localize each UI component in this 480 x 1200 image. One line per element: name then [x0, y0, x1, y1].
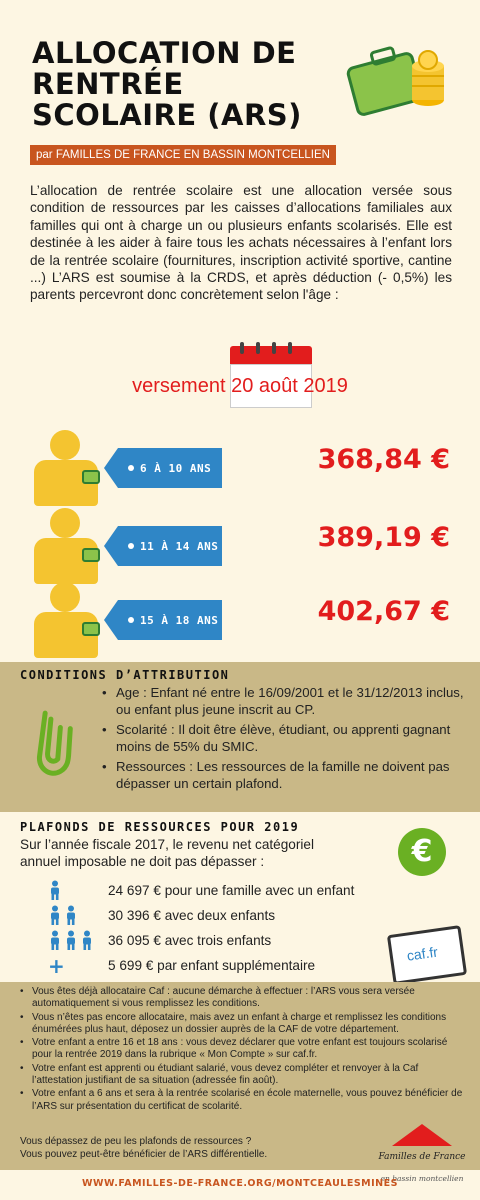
briefcase-coins-icon — [346, 38, 450, 118]
age-range-badge: 11 À 14 ANS — [118, 526, 222, 566]
conditions-section — [0, 662, 480, 812]
paperclip-icon — [22, 700, 82, 790]
person-figure — [48, 930, 62, 950]
person-figure — [48, 880, 62, 900]
plafond-row — [0, 905, 480, 929]
note-item: • Vous êtes déjà allocataire Caf : aucune démarche à effectuer : l’ARS vous sera versée automatiquement si vous remplissez les conditions. — [20, 986, 464, 1011]
age-row — [0, 582, 480, 662]
condition-item: • Age : Enfant né entre le 16/09/2001 et le 31/12/2013 inclus, ou enfant plus jeune inscrit au CP. — [100, 684, 470, 718]
logo-subtitle: en bassin montcellien — [380, 1174, 464, 1183]
plafond-text: 36 095 € avec trois enfants — [108, 933, 272, 948]
house-roof-icon — [392, 1124, 452, 1146]
age-range-badge: 15 À 18 ANS — [118, 600, 222, 640]
person-figure — [64, 905, 78, 925]
age-amount: 368,84 € — [317, 444, 450, 475]
plafond-row — [0, 880, 480, 904]
two-persons-icon — [48, 905, 80, 927]
logo-name: Familles de France — [378, 1152, 466, 1162]
versement-date: 20 août 2019 — [231, 375, 348, 397]
age-row — [0, 508, 480, 588]
note-item: • Votre enfant a 6 ans et sera à la rentrée scolarisé en école maternelle, vous pouvez bénéficier de l’ARS sur présentation du certificat de scolarité. — [20, 1088, 464, 1113]
age-range-badge: 6 À 10 ANS — [118, 448, 222, 488]
euro-icon: € — [398, 828, 446, 876]
page-title: ALLOCATION DE RENTRÉE SCOLAIRE (ARS) — [32, 36, 302, 132]
footer-link[interactable]: WWW.FAMILLES-DE-FRANCE.ORG/MONTCEAULESMINES — [82, 1178, 398, 1189]
condition-item: • Ressources : Les ressources de la famille ne doivent pas dépasser un certain plafond. — [100, 758, 470, 792]
plafond-text: 24 697 € pour une famille avec un enfant — [108, 883, 355, 898]
notes-answer: Vous pouvez peut-être bénéficier de l’ARS différentielle. — [20, 1149, 268, 1160]
versement-label: versement — [132, 375, 226, 397]
note-item: • Votre enfant est apprenti ou étudiant salarié, vous devez compléter et renvoyer à la Caf l’attestation justifiant de sa situation (adressée fin août). — [20, 1063, 464, 1088]
plafond-text: 5 699 € par enfant supplémentaire — [108, 958, 316, 973]
intro-text: L’allocation de rentrée scolaire est une allocation versée sous condition de ressources par les caisses d’allocations familiales aux familles qui ont à charge un ou plusieurs enfants scolarisés. Elle est destinée à les aider à faire tous les achats nécessaires à l’enfant lors de la rentrée scolaire (fournitures, inscription activité sportive, cantine ...) L’ARS est soumise à la CRDS, et après déduction (- 0,5%) les parents percevront donc concrètement selon l'âge : — [30, 183, 452, 303]
note-item: • Vous n’êtes pas encore allocataire, mais avez un enfant à charge et remplissez les conditions énumérées plus haut, déposez un dossier auprès de la CAF de votre département. — [20, 1012, 464, 1037]
condition-item: • Scolarité : Il doit être élève, étudiant, ou apprenti gagnant moins de 55% du SMIC. — [100, 721, 470, 755]
person-figure — [48, 905, 62, 925]
age-row — [0, 430, 480, 510]
person-figure — [80, 930, 94, 950]
three-persons-icon — [48, 930, 96, 952]
header — [0, 0, 480, 345]
caf-screen-icon — [387, 925, 467, 985]
person-figure — [64, 930, 78, 950]
conditions-heading: CONDITIONS D’ATTRIBUTION — [20, 668, 230, 682]
age-amount: 389,19 € — [317, 522, 450, 553]
plafonds-heading: PLAFONDS DE RESSOURCES POUR 2019 — [20, 820, 300, 834]
age-amount: 402,67 € — [317, 596, 450, 627]
versement-line — [0, 375, 480, 398]
note-item: • Votre enfant a entre 16 et 18 ans : vous devez déclarer que votre enfant est toujours scolarisé pour la rentrée 2019 dans la rubrique « Mon Compte » sur caf.fr. — [20, 1037, 464, 1062]
plus-icon: + — [48, 954, 65, 978]
caf-screen-label: caf.fr — [405, 943, 439, 964]
byline: par FAMILLES DE FRANCE EN BASSIN MONTCELLIEN — [30, 145, 336, 165]
plafond-text: 30 396 € avec deux enfants — [108, 908, 276, 923]
plafonds-intro: Sur l’année fiscale 2017, le revenu net catégoriel annuel imposable ne doit pas dépasser : — [20, 837, 314, 869]
person-icon — [48, 880, 64, 902]
plafonds-section — [0, 812, 480, 982]
notes-question: Vous dépassez de peu les plafonds de ressources ? — [20, 1136, 252, 1147]
